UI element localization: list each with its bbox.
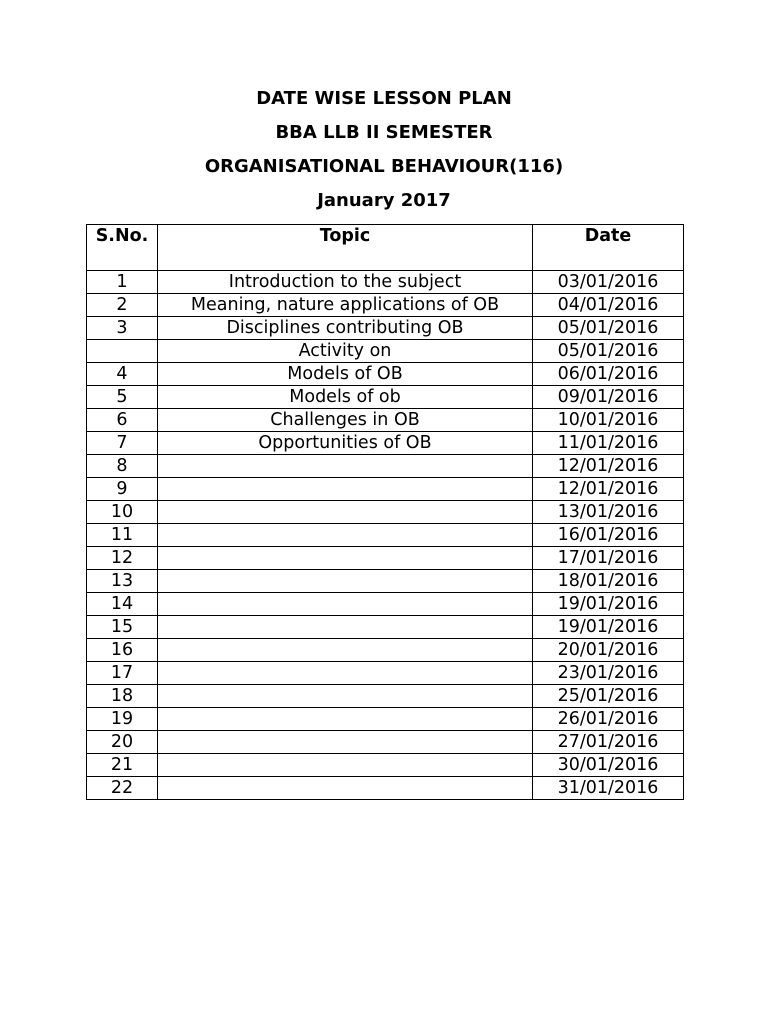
cell-date: 05/01/2016	[533, 340, 684, 363]
cell-topic	[158, 547, 533, 570]
cell-date: 12/01/2016	[533, 455, 684, 478]
cell-sno: 9	[87, 478, 158, 501]
table-row	[87, 386, 684, 409]
table-row	[87, 409, 684, 432]
cell-date: 18/01/2016	[533, 570, 684, 593]
cell-date: 25/01/2016	[533, 685, 684, 708]
cell-sno: 18	[87, 685, 158, 708]
cell-topic: Introduction to the subject	[158, 271, 533, 294]
cell-date: 19/01/2016	[533, 616, 684, 639]
cell-sno: 10	[87, 501, 158, 524]
table-row	[87, 708, 684, 731]
cell-topic	[158, 662, 533, 685]
table-header-row	[87, 225, 684, 271]
table-row	[87, 501, 684, 524]
table-row	[87, 271, 684, 294]
table-row	[87, 777, 684, 800]
cell-sno: 5	[87, 386, 158, 409]
table-row	[87, 363, 684, 386]
table-row	[87, 685, 684, 708]
table-row	[87, 294, 684, 317]
cell-sno: 17	[87, 662, 158, 685]
cell-sno: 20	[87, 731, 158, 754]
cell-sno: 12	[87, 547, 158, 570]
cell-topic	[158, 708, 533, 731]
lesson-plan-table	[86, 224, 684, 800]
cell-sno: 4	[87, 363, 158, 386]
table-row	[87, 662, 684, 685]
table-row	[87, 340, 684, 363]
table-row	[87, 317, 684, 340]
table-row	[87, 639, 684, 662]
cell-date: 27/01/2016	[533, 731, 684, 754]
cell-sno: 3	[87, 317, 158, 340]
cell-sno: 16	[87, 639, 158, 662]
cell-sno: 7	[87, 432, 158, 455]
cell-date: 11/01/2016	[533, 432, 684, 455]
cell-date: 06/01/2016	[533, 363, 684, 386]
cell-date: 26/01/2016	[533, 708, 684, 731]
cell-sno: 11	[87, 524, 158, 547]
cell-sno	[87, 340, 158, 363]
table-row	[87, 524, 684, 547]
cell-topic	[158, 455, 533, 478]
cell-topic	[158, 777, 533, 800]
cell-topic	[158, 685, 533, 708]
header-topic: Topic	[158, 225, 533, 271]
program-heading: BBA LLB II SEMESTER	[275, 122, 493, 143]
cell-sno: 14	[87, 593, 158, 616]
cell-date: 20/01/2016	[533, 639, 684, 662]
cell-sno: 6	[87, 409, 158, 432]
cell-topic	[158, 570, 533, 593]
cell-topic	[158, 524, 533, 547]
cell-topic	[158, 501, 533, 524]
cell-topic: Opportunities of OB	[158, 432, 533, 455]
cell-topic: Disciplines contributing OB	[158, 317, 533, 340]
cell-date: 31/01/2016	[533, 777, 684, 800]
table-row	[87, 731, 684, 754]
header-date: Date	[533, 225, 684, 271]
month-heading: January 2017	[317, 190, 451, 211]
cell-topic: Meaning, nature applications of OB	[158, 294, 533, 317]
cell-date: 03/01/2016	[533, 271, 684, 294]
course-heading: ORGANISATIONAL BEHAVIOUR(116)	[204, 156, 564, 177]
table-row	[87, 478, 684, 501]
table-row	[87, 455, 684, 478]
document-title: DATE WISE LESSON PLAN	[256, 88, 512, 109]
cell-sno: 22	[87, 777, 158, 800]
cell-topic: Challenges in OB	[158, 409, 533, 432]
cell-sno: 8	[87, 455, 158, 478]
cell-sno: 2	[87, 294, 158, 317]
cell-topic	[158, 731, 533, 754]
cell-date: 04/01/2016	[533, 294, 684, 317]
cell-topic	[158, 478, 533, 501]
table-row	[87, 547, 684, 570]
cell-topic	[158, 593, 533, 616]
cell-topic: Activity on	[158, 340, 533, 363]
cell-date: 10/01/2016	[533, 409, 684, 432]
cell-date: 09/01/2016	[533, 386, 684, 409]
cell-date: 13/01/2016	[533, 501, 684, 524]
table-row	[87, 432, 684, 455]
cell-date: 05/01/2016	[533, 317, 684, 340]
header-sno: S.No.	[87, 225, 158, 271]
cell-topic: Models of OB	[158, 363, 533, 386]
cell-sno: 13	[87, 570, 158, 593]
cell-sno: 1	[87, 271, 158, 294]
cell-date: 23/01/2016	[533, 662, 684, 685]
cell-date: 16/01/2016	[533, 524, 684, 547]
cell-sno: 21	[87, 754, 158, 777]
cell-date: 19/01/2016	[533, 593, 684, 616]
cell-date: 12/01/2016	[533, 478, 684, 501]
cell-topic	[158, 639, 533, 662]
cell-sno: 19	[87, 708, 158, 731]
cell-topic: Models of ob	[158, 386, 533, 409]
table-row	[87, 593, 684, 616]
cell-date: 17/01/2016	[533, 547, 684, 570]
cell-topic	[158, 616, 533, 639]
table-row	[87, 570, 684, 593]
table-row	[87, 754, 684, 777]
cell-date: 30/01/2016	[533, 754, 684, 777]
table-row	[87, 616, 684, 639]
cell-topic	[158, 754, 533, 777]
cell-sno: 15	[87, 616, 158, 639]
